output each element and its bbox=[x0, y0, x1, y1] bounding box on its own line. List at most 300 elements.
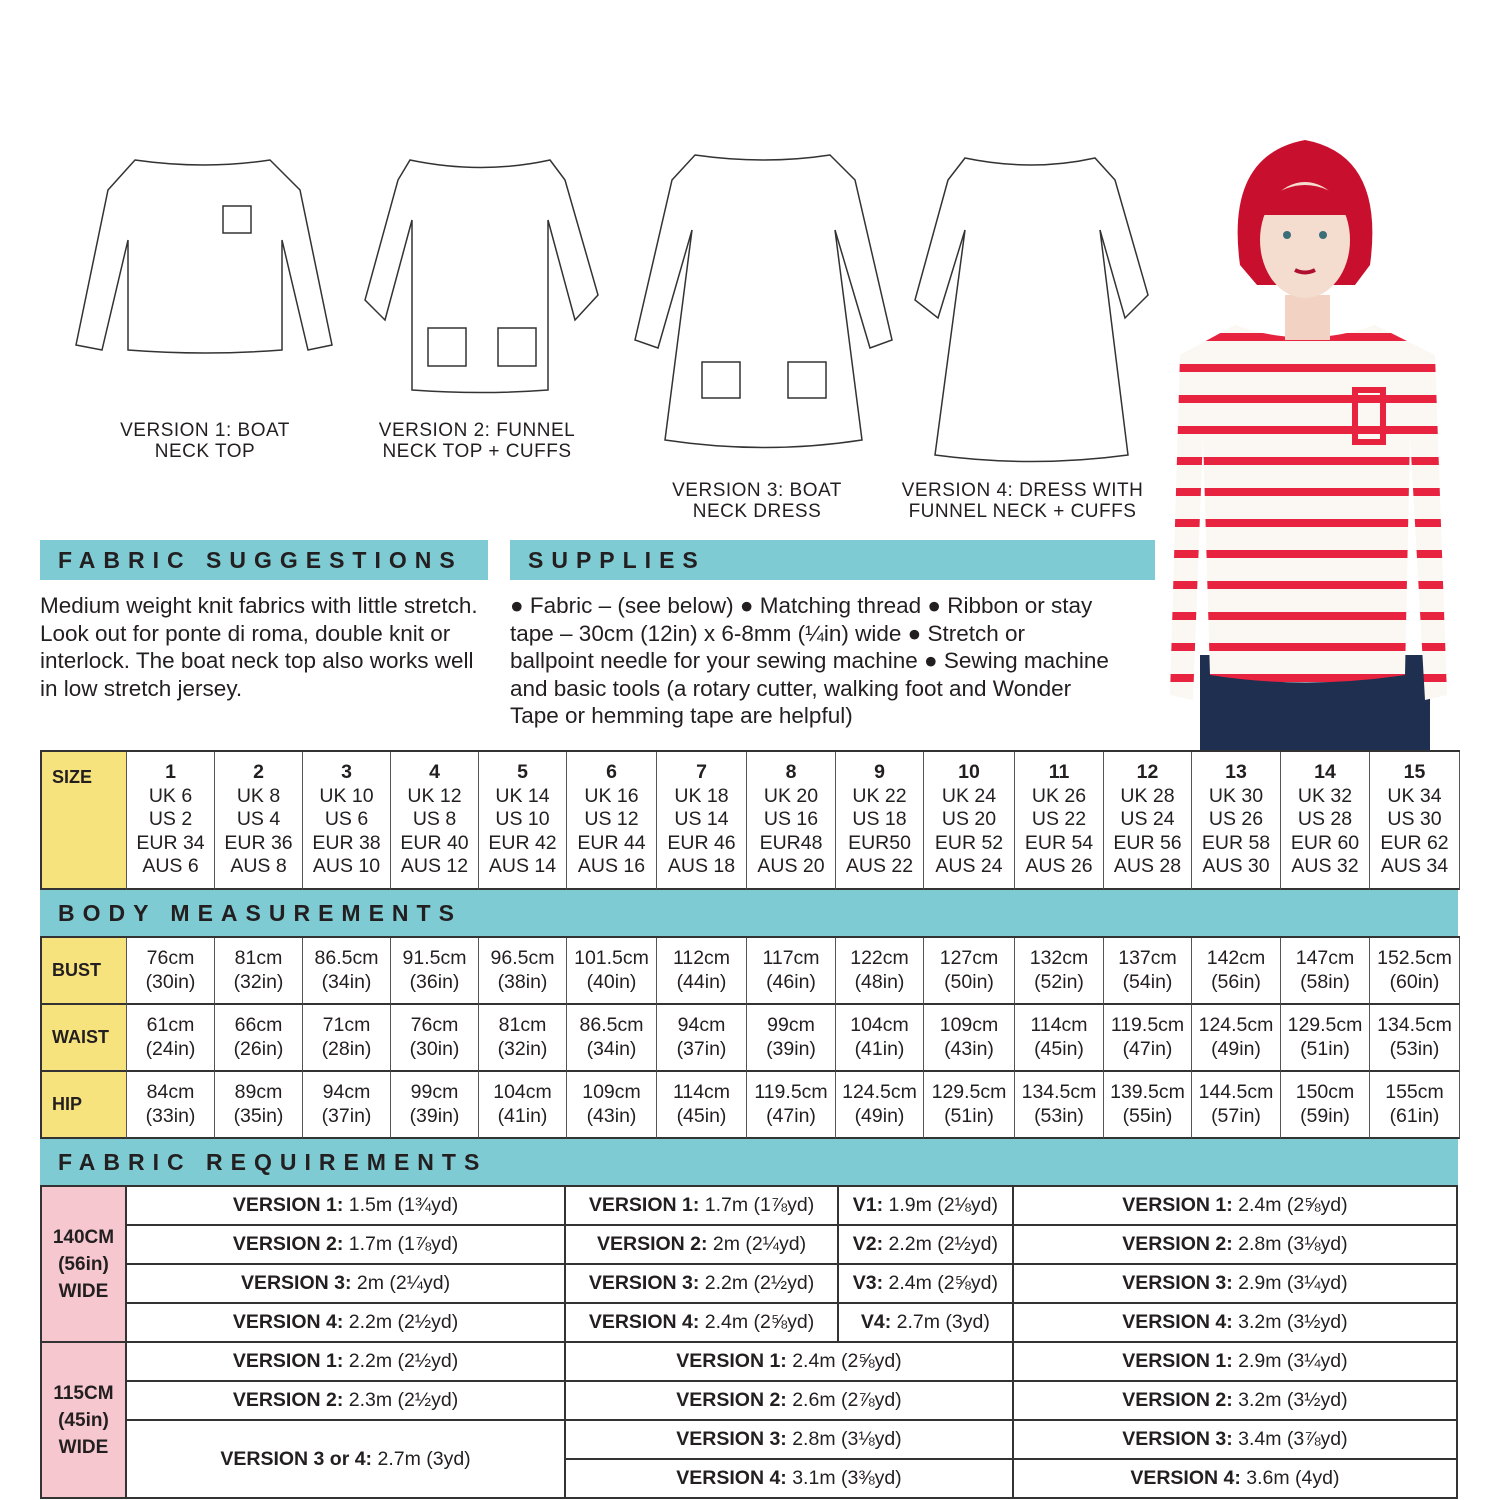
measurement-cell bbox=[1104, 1072, 1192, 1139]
version-label: VERSION 2: bbox=[676, 1389, 787, 1411]
width-cm: 115CM bbox=[53, 1382, 114, 1404]
amount: 2.4m (2⅝yd) bbox=[1232, 1194, 1348, 1216]
measurement-cell bbox=[1281, 1072, 1370, 1139]
size-eur: EUR 36 bbox=[224, 831, 293, 854]
measurement-cell bbox=[391, 1072, 479, 1139]
size-us: US 12 bbox=[584, 808, 639, 831]
measurement-cell bbox=[1192, 1072, 1281, 1139]
size-uk: UK 26 bbox=[1031, 784, 1087, 807]
measurement-cell bbox=[747, 1005, 836, 1072]
measurement-in: (35in) bbox=[233, 1104, 284, 1127]
measurement-cell bbox=[391, 938, 479, 1005]
measurement-cm: 119.5cm bbox=[1110, 1014, 1185, 1036]
amount: 2.4m (2⅝yd) bbox=[786, 1350, 902, 1372]
version-label: V3: bbox=[852, 1272, 884, 1294]
measurement-cm: 104cm bbox=[493, 1081, 552, 1103]
size-number: 5 bbox=[517, 761, 528, 784]
size-us: US 6 bbox=[324, 808, 369, 831]
measurement-cm: 129.5cm bbox=[931, 1081, 1007, 1103]
size-us: US 14 bbox=[674, 808, 729, 831]
size-column bbox=[657, 752, 747, 890]
size-column bbox=[1104, 752, 1192, 890]
table-row bbox=[41, 1225, 1457, 1264]
fabric-width-label bbox=[41, 1186, 126, 1342]
requirement-cell bbox=[838, 1303, 1013, 1342]
measurement-label: WAIST bbox=[42, 1005, 127, 1072]
amount: 3.2m (3½yd) bbox=[1232, 1389, 1348, 1411]
measurement-cm: 86.5cm bbox=[314, 947, 379, 969]
caption-line: FUNNEL NECK + CUFFS bbox=[908, 501, 1137, 522]
measurement-cell bbox=[479, 1005, 567, 1072]
size-aus: AUS 10 bbox=[312, 855, 381, 878]
measurement-in: (53in) bbox=[1389, 1037, 1440, 1060]
size-column bbox=[479, 752, 567, 890]
measurement-cell bbox=[1370, 1005, 1460, 1072]
measurement-in: (50in) bbox=[944, 970, 994, 993]
measurement-in: (30in) bbox=[409, 1037, 460, 1060]
amount: 2.3m (2½yd) bbox=[343, 1389, 459, 1411]
measurement-cm: 84cm bbox=[146, 1081, 195, 1103]
size-number: 15 bbox=[1403, 761, 1426, 784]
heading-text: FABRIC REQUIREMENTS bbox=[58, 1148, 488, 1175]
measurement-cell bbox=[1370, 1072, 1460, 1139]
fabric-width-label bbox=[41, 1342, 126, 1498]
measurement-cm: 122cm bbox=[850, 947, 909, 969]
measurement-in: (54in) bbox=[1122, 970, 1173, 993]
size-label: SIZE bbox=[42, 752, 127, 890]
table-row bbox=[41, 1186, 1457, 1225]
size-column bbox=[1370, 752, 1460, 890]
measurement-cell bbox=[215, 938, 303, 1005]
measurement-label: BUST bbox=[42, 938, 127, 1005]
amount: 1.5m (1¾yd) bbox=[343, 1194, 459, 1216]
size-aus: AUS 30 bbox=[1202, 855, 1270, 878]
measurement-cell bbox=[567, 938, 657, 1005]
heading-text: FABRIC SUGGESTIONS bbox=[58, 546, 463, 573]
size-eur: EUR 54 bbox=[1024, 831, 1094, 854]
measurement-cell bbox=[1370, 938, 1460, 1005]
version-label: VERSION 1: bbox=[676, 1350, 787, 1372]
measurement-in: (47in) bbox=[1122, 1037, 1173, 1060]
version-label: VERSION 2: bbox=[232, 1233, 344, 1255]
amount: 2.7m (3yd) bbox=[891, 1311, 990, 1333]
amount: 2.6m (2⅞yd) bbox=[786, 1389, 902, 1411]
measurement-in: (24in) bbox=[145, 1037, 196, 1060]
measurement-cm: 66cm bbox=[234, 1014, 283, 1036]
measurement-cell bbox=[1015, 938, 1104, 1005]
amount: 2.2m (2½yd) bbox=[343, 1350, 459, 1372]
measurement-cell bbox=[836, 1005, 924, 1072]
size-us: US 22 bbox=[1031, 808, 1087, 831]
size-aus: AUS 34 bbox=[1380, 855, 1449, 878]
amount: 2.4m (2⅝yd) bbox=[883, 1272, 999, 1294]
measurement-cell bbox=[303, 938, 391, 1005]
caption-line: NECK DRESS bbox=[692, 501, 822, 522]
amount: 2.2m (2½yd) bbox=[883, 1233, 999, 1255]
size-number: 10 bbox=[958, 761, 980, 784]
measurement-cell bbox=[215, 1005, 303, 1072]
version-label: VERSION 3: bbox=[676, 1428, 787, 1450]
size-chart bbox=[40, 750, 1460, 890]
requirement-cell bbox=[1013, 1186, 1457, 1225]
size-eur: EUR 40 bbox=[400, 831, 469, 854]
width-word: WIDE bbox=[58, 1280, 109, 1302]
measurement-in: (45in) bbox=[676, 1104, 727, 1127]
measurement-in: (49in) bbox=[854, 1104, 905, 1127]
amount: 2.8m (3⅛yd) bbox=[786, 1428, 902, 1450]
measurement-cm: 86.5cm bbox=[579, 1014, 644, 1036]
measurement-cm: 147cm bbox=[1295, 947, 1355, 969]
measurement-in: (33in) bbox=[145, 1104, 196, 1127]
width-cm: 140CM bbox=[52, 1226, 115, 1248]
amount: 2.2m (2½yd) bbox=[699, 1272, 815, 1294]
size-us: US 20 bbox=[941, 808, 997, 831]
measurement-in: (30in) bbox=[145, 970, 196, 993]
size-us: US 4 bbox=[236, 808, 281, 831]
size-us: US 2 bbox=[148, 808, 193, 831]
version-label: V4: bbox=[860, 1311, 892, 1333]
version-label: VERSION 4: bbox=[232, 1311, 344, 1333]
measurement-cm: 96.5cm bbox=[490, 947, 555, 969]
measurement-cell bbox=[747, 938, 836, 1005]
size-uk: UK 14 bbox=[495, 784, 550, 807]
width-in: (45in) bbox=[58, 1409, 109, 1431]
body-measurements-heading bbox=[40, 890, 1458, 936]
measurement-cell bbox=[1192, 938, 1281, 1005]
size-eur: EUR 46 bbox=[667, 831, 736, 854]
version-3-sketch bbox=[630, 150, 900, 455]
size-number: 13 bbox=[1225, 761, 1247, 784]
measurement-in: (49in) bbox=[1211, 1037, 1261, 1060]
version-label: VERSION 4: bbox=[588, 1311, 700, 1333]
requirement-cell bbox=[838, 1225, 1013, 1264]
measurement-cell bbox=[479, 1072, 567, 1139]
measurement-in: (52in) bbox=[1034, 970, 1084, 993]
measurement-cm: 99cm bbox=[767, 1014, 815, 1036]
size-aus: AUS 16 bbox=[577, 855, 646, 878]
measurement-cell bbox=[303, 1005, 391, 1072]
size-column bbox=[127, 752, 215, 890]
size-number: 8 bbox=[785, 761, 797, 784]
requirement-cell bbox=[565, 1225, 838, 1264]
measurement-cell bbox=[1015, 1072, 1104, 1139]
measurement-in: (37in) bbox=[321, 1104, 372, 1127]
size-eur: EUR 60 bbox=[1290, 831, 1360, 854]
measurement-in: (56in) bbox=[1211, 970, 1261, 993]
requirement-cell bbox=[565, 1381, 1013, 1420]
measurement-cm: 137cm bbox=[1118, 947, 1177, 969]
supplies-heading bbox=[510, 540, 1155, 580]
size-us: US 18 bbox=[852, 808, 907, 831]
version-label: VERSION 4: bbox=[676, 1467, 787, 1489]
size-column bbox=[924, 752, 1015, 890]
requirement-cell bbox=[126, 1225, 565, 1264]
size-column bbox=[567, 752, 657, 890]
size-uk: UK 24 bbox=[941, 784, 997, 807]
size-number: 12 bbox=[1136, 761, 1159, 784]
version-label: VERSION 3: bbox=[588, 1272, 700, 1294]
measurement-in: (60in) bbox=[1389, 970, 1440, 993]
size-column bbox=[836, 752, 924, 890]
size-column bbox=[215, 752, 303, 890]
amount: 2.9m (3¼yd) bbox=[1232, 1350, 1348, 1372]
requirement-cell bbox=[565, 1264, 838, 1303]
measurement-cm: 81cm bbox=[498, 1014, 547, 1036]
requirement-cell bbox=[1013, 1420, 1457, 1459]
measurement-in: (43in) bbox=[586, 1104, 637, 1127]
requirement-cell bbox=[838, 1264, 1013, 1303]
size-aus: AUS 6 bbox=[142, 855, 199, 878]
measurement-in: (61in) bbox=[1389, 1104, 1440, 1127]
measurement-cm: 142cm bbox=[1206, 947, 1266, 969]
caption-line: NECK TOP bbox=[154, 441, 256, 462]
width-in: (56in) bbox=[58, 1253, 109, 1275]
measurement-in: (55in) bbox=[1122, 1104, 1173, 1127]
measurement-cm: 152.5cm bbox=[1377, 947, 1452, 969]
size-eur: EUR50 bbox=[848, 831, 911, 854]
version-label: V1: bbox=[852, 1194, 884, 1216]
fabric-requirements-heading bbox=[40, 1139, 1458, 1185]
measurement-cell bbox=[657, 1005, 747, 1072]
measurement-cell bbox=[657, 938, 747, 1005]
measurement-cm: 144.5cm bbox=[1198, 1081, 1274, 1103]
measurement-cell bbox=[127, 1072, 215, 1139]
measurement-cell bbox=[1281, 938, 1370, 1005]
version-1-sketch bbox=[70, 150, 340, 360]
size-eur: EUR 42 bbox=[488, 831, 557, 854]
amount: 3.4m (3⅞yd) bbox=[1232, 1428, 1348, 1450]
size-aus: AUS 8 bbox=[230, 855, 287, 878]
requirement-cell bbox=[1013, 1381, 1457, 1420]
measurement-in: (44in) bbox=[676, 970, 727, 993]
version-label: VERSION 4: bbox=[1130, 1467, 1241, 1489]
size-uk: UK 28 bbox=[1120, 784, 1175, 807]
measurement-cm: 139.5cm bbox=[1110, 1081, 1185, 1103]
caption-line: VERSION 4: DRESS WITH bbox=[901, 480, 1144, 501]
measurement-label: HIP bbox=[42, 1072, 127, 1139]
amount: 3.2m (3½yd) bbox=[1232, 1311, 1348, 1333]
size-us: US 26 bbox=[1208, 808, 1264, 831]
measurement-cell bbox=[1281, 1005, 1370, 1072]
measurement-cm: 109cm bbox=[939, 1014, 999, 1036]
version-label: VERSION 2: bbox=[596, 1233, 708, 1255]
measurement-cm: 124.5cm bbox=[1198, 1014, 1274, 1036]
measurement-in: (34in) bbox=[321, 970, 372, 993]
measurement-in: (46in) bbox=[766, 970, 816, 993]
measurement-in: (57in) bbox=[1211, 1104, 1261, 1127]
heading-text: SUPPLIES bbox=[528, 546, 706, 573]
size-uk: UK 8 bbox=[236, 784, 281, 807]
measurement-in: (53in) bbox=[1034, 1104, 1084, 1127]
version-label: VERSION 1: bbox=[232, 1350, 344, 1372]
size-aus: AUS 22 bbox=[845, 855, 914, 878]
version-label: VERSION 2: bbox=[232, 1389, 344, 1411]
requirement-cell bbox=[126, 1303, 565, 1342]
size-number: 6 bbox=[606, 761, 617, 784]
size-aus: AUS 18 bbox=[667, 855, 736, 878]
measurement-cm: 117cm bbox=[762, 947, 820, 969]
amount: 1.7m (1⅞yd) bbox=[343, 1233, 459, 1255]
size-eur: EUR 34 bbox=[136, 831, 205, 854]
amount: 2.8m (3⅛yd) bbox=[1232, 1233, 1348, 1255]
measurement-cell bbox=[836, 1072, 924, 1139]
measurement-cm: 112cm bbox=[672, 947, 731, 969]
measurement-cm: 127cm bbox=[939, 947, 999, 969]
measurement-cell bbox=[747, 1072, 836, 1139]
requirement-cell bbox=[1013, 1459, 1457, 1498]
measurement-cm: 155cm bbox=[1385, 1081, 1444, 1103]
measurement-cm: 76cm bbox=[410, 1014, 459, 1036]
table-row bbox=[41, 1420, 1457, 1459]
version-label: VERSION 3: bbox=[1122, 1272, 1233, 1294]
version-label: V2: bbox=[852, 1233, 884, 1255]
amount: 2.4m (2⅝yd) bbox=[699, 1311, 815, 1333]
size-us: US 8 bbox=[412, 808, 457, 831]
version-label: VERSION 1: bbox=[588, 1194, 700, 1216]
measurement-in: (41in) bbox=[497, 1104, 548, 1127]
fabric-suggestions-text: Medium weight knit fabrics with little stretch. Look out for ponte di roma, double knit or interlock. The boat neck top also works well in low stretch jersey. bbox=[40, 593, 478, 701]
version-label: VERSION 3: bbox=[240, 1272, 352, 1294]
measurement-cell bbox=[567, 1072, 657, 1139]
size-uk: UK 12 bbox=[407, 784, 462, 807]
size-column bbox=[391, 752, 479, 890]
supplies-text: ● Fabric – (see below) ● Matching thread ● Ribbon or stay tape – 30cm (12in) x 6-8mm (¼in) wide ● Stretch or ballpoint needle for your sewing machine ● Sewing machine and basic tools (a rotary cutter, walking foot and Wonder Tape or hemming tape are helpful) bbox=[510, 593, 1109, 728]
measurement-cm: 114cm bbox=[1030, 1014, 1088, 1036]
measurement-cell bbox=[1104, 938, 1192, 1005]
size-us: US 10 bbox=[495, 808, 550, 831]
measurement-in: (41in) bbox=[854, 1037, 905, 1060]
measurement-cm: 94cm bbox=[322, 1081, 371, 1103]
caption-line: VERSION 1: BOAT bbox=[120, 420, 290, 441]
size-column bbox=[747, 752, 836, 890]
measurement-cm: 134.5cm bbox=[1377, 1014, 1452, 1036]
measurement-in: (37in) bbox=[676, 1037, 727, 1060]
measurement-cell bbox=[127, 1005, 215, 1072]
size-aus: AUS 20 bbox=[757, 855, 825, 878]
size-number: 7 bbox=[696, 761, 707, 784]
measurement-cell bbox=[924, 1072, 1015, 1139]
size-us: US 24 bbox=[1120, 808, 1175, 831]
size-number: 9 bbox=[874, 761, 885, 784]
measurement-cm: 61cm bbox=[146, 1014, 195, 1036]
measurement-in: (32in) bbox=[497, 1037, 548, 1060]
measurement-in: (51in) bbox=[944, 1104, 994, 1127]
version-label: VERSION 3 or 4: bbox=[220, 1447, 373, 1470]
size-eur: EUR 38 bbox=[312, 831, 381, 854]
fabric-requirements-table bbox=[40, 1185, 1458, 1499]
measurement-cell bbox=[303, 1072, 391, 1139]
measurement-cell bbox=[1104, 1005, 1192, 1072]
amount: 1.9m (2⅛yd) bbox=[883, 1194, 999, 1216]
size-us: US 28 bbox=[1297, 808, 1353, 831]
requirement-cell bbox=[126, 1420, 565, 1498]
body-measurements-table bbox=[40, 936, 1460, 1139]
requirement-cell bbox=[126, 1186, 565, 1225]
size-eur: EUR 52 bbox=[934, 831, 1004, 854]
measurement-cell bbox=[567, 1005, 657, 1072]
version-4-sketch bbox=[910, 150, 1155, 465]
size-eur: EUR 56 bbox=[1113, 831, 1182, 854]
measurement-cell bbox=[924, 938, 1015, 1005]
measurement-cell bbox=[1015, 1005, 1104, 1072]
amount: 1.7m (1⅞yd) bbox=[699, 1194, 815, 1216]
size-column bbox=[303, 752, 391, 890]
measurement-cell bbox=[836, 938, 924, 1005]
version-label: VERSION 3: bbox=[1122, 1428, 1233, 1450]
version-2-caption bbox=[352, 420, 602, 462]
measurement-cell bbox=[1192, 1005, 1281, 1072]
table-row bbox=[41, 1303, 1457, 1342]
size-aus: AUS 24 bbox=[935, 855, 1003, 878]
size-aus: AUS 12 bbox=[400, 855, 469, 878]
measurement-in: (39in) bbox=[766, 1037, 816, 1060]
size-uk: UK 32 bbox=[1297, 784, 1353, 807]
measurement-cm: 104cm bbox=[850, 1014, 909, 1036]
version-label: VERSION 1: bbox=[232, 1194, 344, 1216]
caption-line: VERSION 2: FUNNEL bbox=[378, 420, 576, 441]
measurement-in: (43in) bbox=[944, 1037, 994, 1060]
measurement-in: (34in) bbox=[586, 1037, 637, 1060]
requirement-cell bbox=[126, 1264, 565, 1303]
measurement-cell bbox=[215, 1072, 303, 1139]
measurement-in: (32in) bbox=[233, 970, 284, 993]
heading-text: BODY MEASUREMENTS bbox=[58, 899, 462, 926]
requirement-cell bbox=[1013, 1225, 1457, 1264]
table-row bbox=[41, 1342, 1457, 1381]
size-uk: UK 30 bbox=[1208, 784, 1264, 807]
amount: 3.6m (4yd) bbox=[1240, 1467, 1340, 1489]
measurement-in: (47in) bbox=[766, 1104, 816, 1127]
version-label: VERSION 2: bbox=[1122, 1389, 1233, 1411]
fabric-suggestions-heading bbox=[40, 540, 488, 580]
size-column bbox=[1015, 752, 1104, 890]
size-number: 14 bbox=[1314, 761, 1336, 784]
measurement-cm: 91.5cm bbox=[402, 947, 467, 969]
requirement-cell bbox=[565, 1342, 1013, 1381]
size-aus: AUS 26 bbox=[1025, 855, 1093, 878]
measurement-in: (45in) bbox=[1034, 1037, 1084, 1060]
size-aus: AUS 28 bbox=[1113, 855, 1182, 878]
amount: 3.1m (3⅜yd) bbox=[786, 1467, 902, 1489]
requirement-cell bbox=[126, 1342, 565, 1381]
version-4-caption bbox=[890, 480, 1155, 522]
requirement-cell bbox=[1013, 1264, 1457, 1303]
measurement-in: (36in) bbox=[409, 970, 460, 993]
size-column bbox=[1192, 752, 1281, 890]
requirement-cell bbox=[565, 1186, 838, 1225]
version-label: VERSION 2: bbox=[1122, 1233, 1233, 1255]
size-us: US 30 bbox=[1387, 808, 1442, 831]
size-eur: EUR 62 bbox=[1380, 831, 1449, 854]
measurement-cm: 129.5cm bbox=[1287, 1014, 1363, 1036]
size-uk: UK 34 bbox=[1387, 784, 1442, 807]
version-label: VERSION 4: bbox=[1122, 1311, 1233, 1333]
measurement-in: (39in) bbox=[409, 1104, 460, 1127]
size-column bbox=[1281, 752, 1370, 890]
measurement-in: (48in) bbox=[854, 970, 905, 993]
measurement-cm: 89cm bbox=[234, 1081, 283, 1103]
size-number: 2 bbox=[253, 761, 264, 784]
size-uk: UK 22 bbox=[852, 784, 907, 807]
measurement-cm: 134.5cm bbox=[1021, 1081, 1097, 1103]
size-number: 11 bbox=[1048, 761, 1070, 784]
measurement-in: (26in) bbox=[233, 1037, 284, 1060]
measurement-cm: 150cm bbox=[1295, 1081, 1355, 1103]
table-row bbox=[41, 1381, 1457, 1420]
measurement-cell bbox=[479, 938, 567, 1005]
size-uk: UK 10 bbox=[319, 784, 374, 807]
measurement-cm: 132cm bbox=[1029, 947, 1089, 969]
